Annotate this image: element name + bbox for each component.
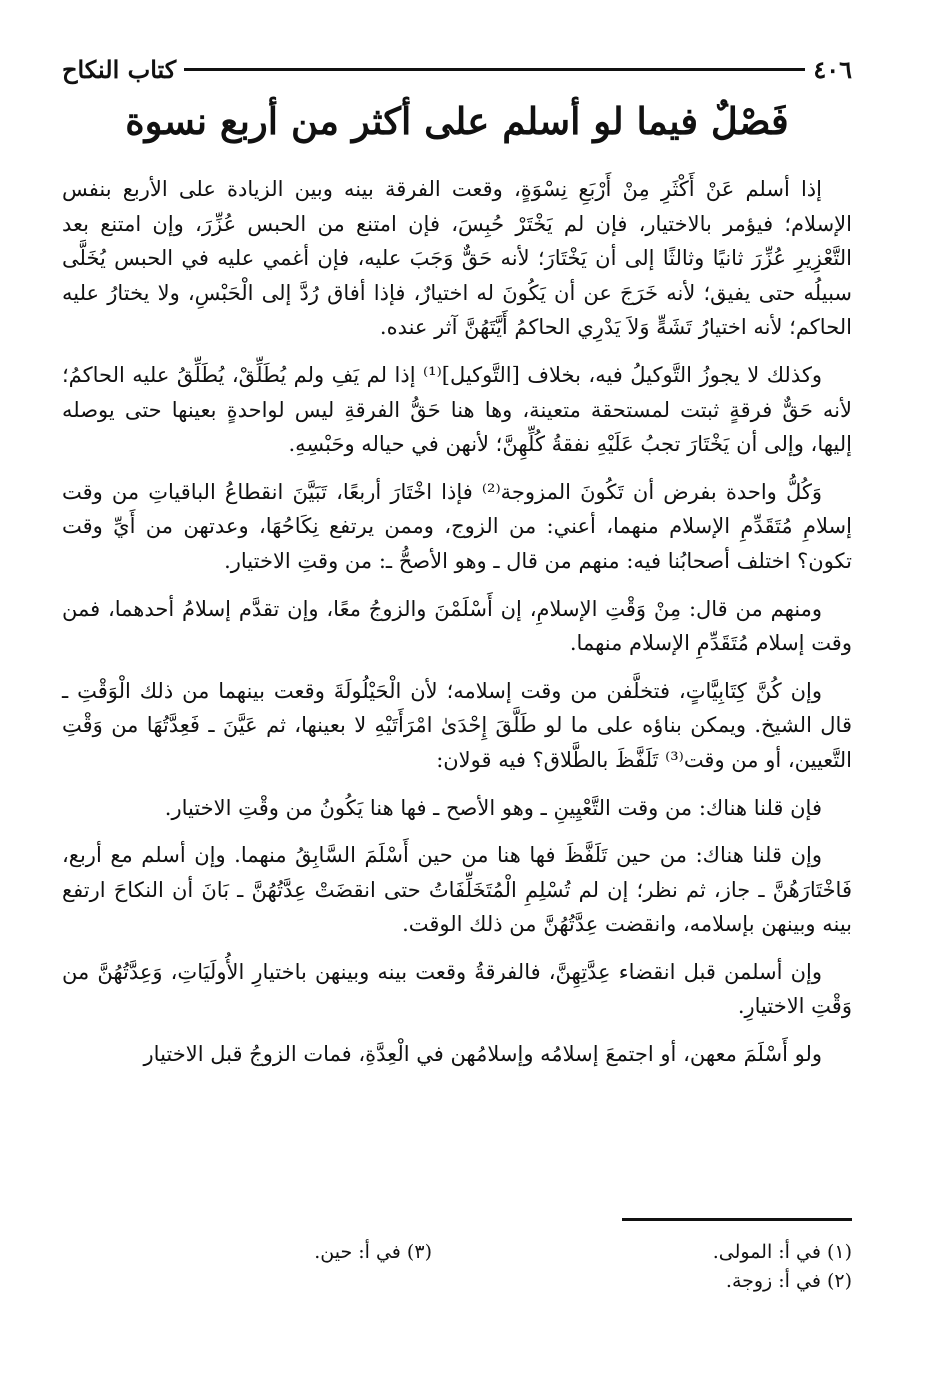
paragraph-7: وإن قلنا هناك: من حين تَلَفَّظَ فها هنا من حين أَسْلَمَ السَّابِقُ منهما. وإن أسلم مع أربع، فَاخْتَارَهُنَّ ـ جاز، ثم نظر؛ إن لم تُسْلِمِ الْمُتَخَلِّفَاتُ حتى انقضَتْ عِدَّتُهُنَّ ـ بَانَ أن النكاحَ ارتفع بينه وبينهن بإسلامه، وانقضت عِدَّتُهُنَّ من ذلك الوقت.	[62, 843, 852, 937]
body-text	[62, 172, 852, 1085]
paragraph-8: وإن أسلمن قبل انقضاء عِدَّتِهِنَّ، فالفرقةُ وقعت بينه وبينهن باختيارِ الأُولَيَاتِ، وَعِدَّتُهُنَّ من وَقْتِ الاختيارِ.	[62, 959, 852, 1019]
paragraph-1: إذا أسلم عَنْ أَكْثَرِ مِنْ أَرْبَعِ نِسْوَةٍ، وقعت الفرقة بينه وبين الزيادة على الأربع بنفس الإسلام؛ فيؤمر بالاختيار، فإن لم يَخْتَرْ حُبِسَ، فإن امتنع من الحبس عُزِّرَ، وإن امتنع بعد التَّعْزِيرِ عُزِّرَ ثانيًا وثالثًا إلى أن يَخْتَارَ؛ لأنه حَقٌّ وَجَبَ عليه، فإن أغمي عليه في الحبس يُخَلَّى سبيلُه حتى يفيق؛ لأنه خَرَجَ عن أن يَكُونَ له اختيارٌ، فإذا أفاق رُدَّ إلى الْحَبْسِ، ولا يختارُ عليه الحاكم؛ لأنه اختيارُ تَشَهٍّ وَلاَ يَدْرِي الحاكمُ أَيَّتَهُنَّ آثر عنده.	[62, 177, 852, 340]
footnote-1: (١) في أ: المولى.	[712, 1241, 852, 1263]
footnote-3: (٣) في أ: حين.	[314, 1241, 432, 1263]
page-number: ٤٠٦	[813, 54, 852, 84]
paragraph-5: وإن كُنَّ كِتَابِيَّاتٍ، فتخلَّفن من وقت إسلامه؛ لأن الْحَيْلُولَةَ وقعت بينهما من ذلك الْوَقْتِ ـ قال الشيخ. ويمكن بناؤه على ما لو طَلَّقَ إِحْدَىٰ امْرَأَتَيْهِ لا بعينها، ثم عَيَّنَ ـ فَعِدَّتُهَا من وَقْتِ التَّعيين، أو من وقت⁽³⁾ تَلَفَّظَ بالطَّلاق؟ فيه قولان:	[62, 678, 852, 772]
paragraph-6: فإن قلنا هناك: من وقت التَّعْيِينِ ـ وهو الأصح ـ فها هنا يَكُونُ من وقْتِ الاختيار.	[164, 795, 822, 820]
paragraph-2: وكذلك لا يجوزُ التَّوكيلُ فيه، بخلاف [التَّوكيل]⁽¹⁾ إذا لم يَفِ ولم يُطَلِّقْ، يُطَلِّقُ عليه الحاكمُ؛ لأنه حَقٌّ فرقةٍ ثبتت لمستحقة متعينة، وها هنا حَقُّ الفرقةِ ليس لواحدةٍ بعينها حتى يوصله إليها، وإلى أن يَخْتَارَ تجبُ عَلَيْهِ نفقةُ كُلِّهِنَّ؛ لأنهن في حياله وحَبْسِهِ.	[62, 362, 852, 457]
header-rule	[184, 68, 805, 71]
paragraph-9: ولو أَسْلَمَ معهن، أو اجتمعَ إسلامُه وإسلامُهن في الْعِدَّةِ، فمات الزوجُ قبل الاختيار	[143, 1042, 822, 1067]
paragraph-4: ومنهم من قال: مِنْ وَقْتِ الإسلامِ، إن أَسْلَمْنَ والزوجُ معًا، وإن تقدَّم إسلامُ أحدهما، فمن وقت إسلام مُتَقَدِّمِ الإسلام منهما.	[62, 596, 852, 656]
footnote-rule	[622, 1218, 852, 1221]
book-title: كتاب النكاح	[62, 54, 177, 84]
running-header	[62, 52, 852, 86]
footnotes	[62, 1238, 852, 1296]
footnote-2: (٢) في أ: زوجة.	[725, 1270, 852, 1292]
section-heading: فَصْلٌ فيما لو أسلم على أكثر من أربع نسوة	[125, 99, 789, 143]
paragraph-3: وَكُلُّ واحدة بفرض أن تَكُونَ المزوجة⁽²⁾ فإذا اخْتَارَ أربعًا، تَبَيَّنَ انقطاعُ الباقياتِ من وقت إسلامِ مُتَقَدِّمِ الإسلام منهما، أعني: من الزوج، وممن يرتفع نِكَاحُهَا، وعدتهن من أَيِّ وقت تكون؟ اختلف أصحابُنا فيه: منهم من قال ـ وهو الأصحُّ ـ: من وقتِ الاختيار.	[62, 479, 852, 573]
footnote-row	[62, 1267, 852, 1296]
footnote-row	[62, 1238, 852, 1267]
